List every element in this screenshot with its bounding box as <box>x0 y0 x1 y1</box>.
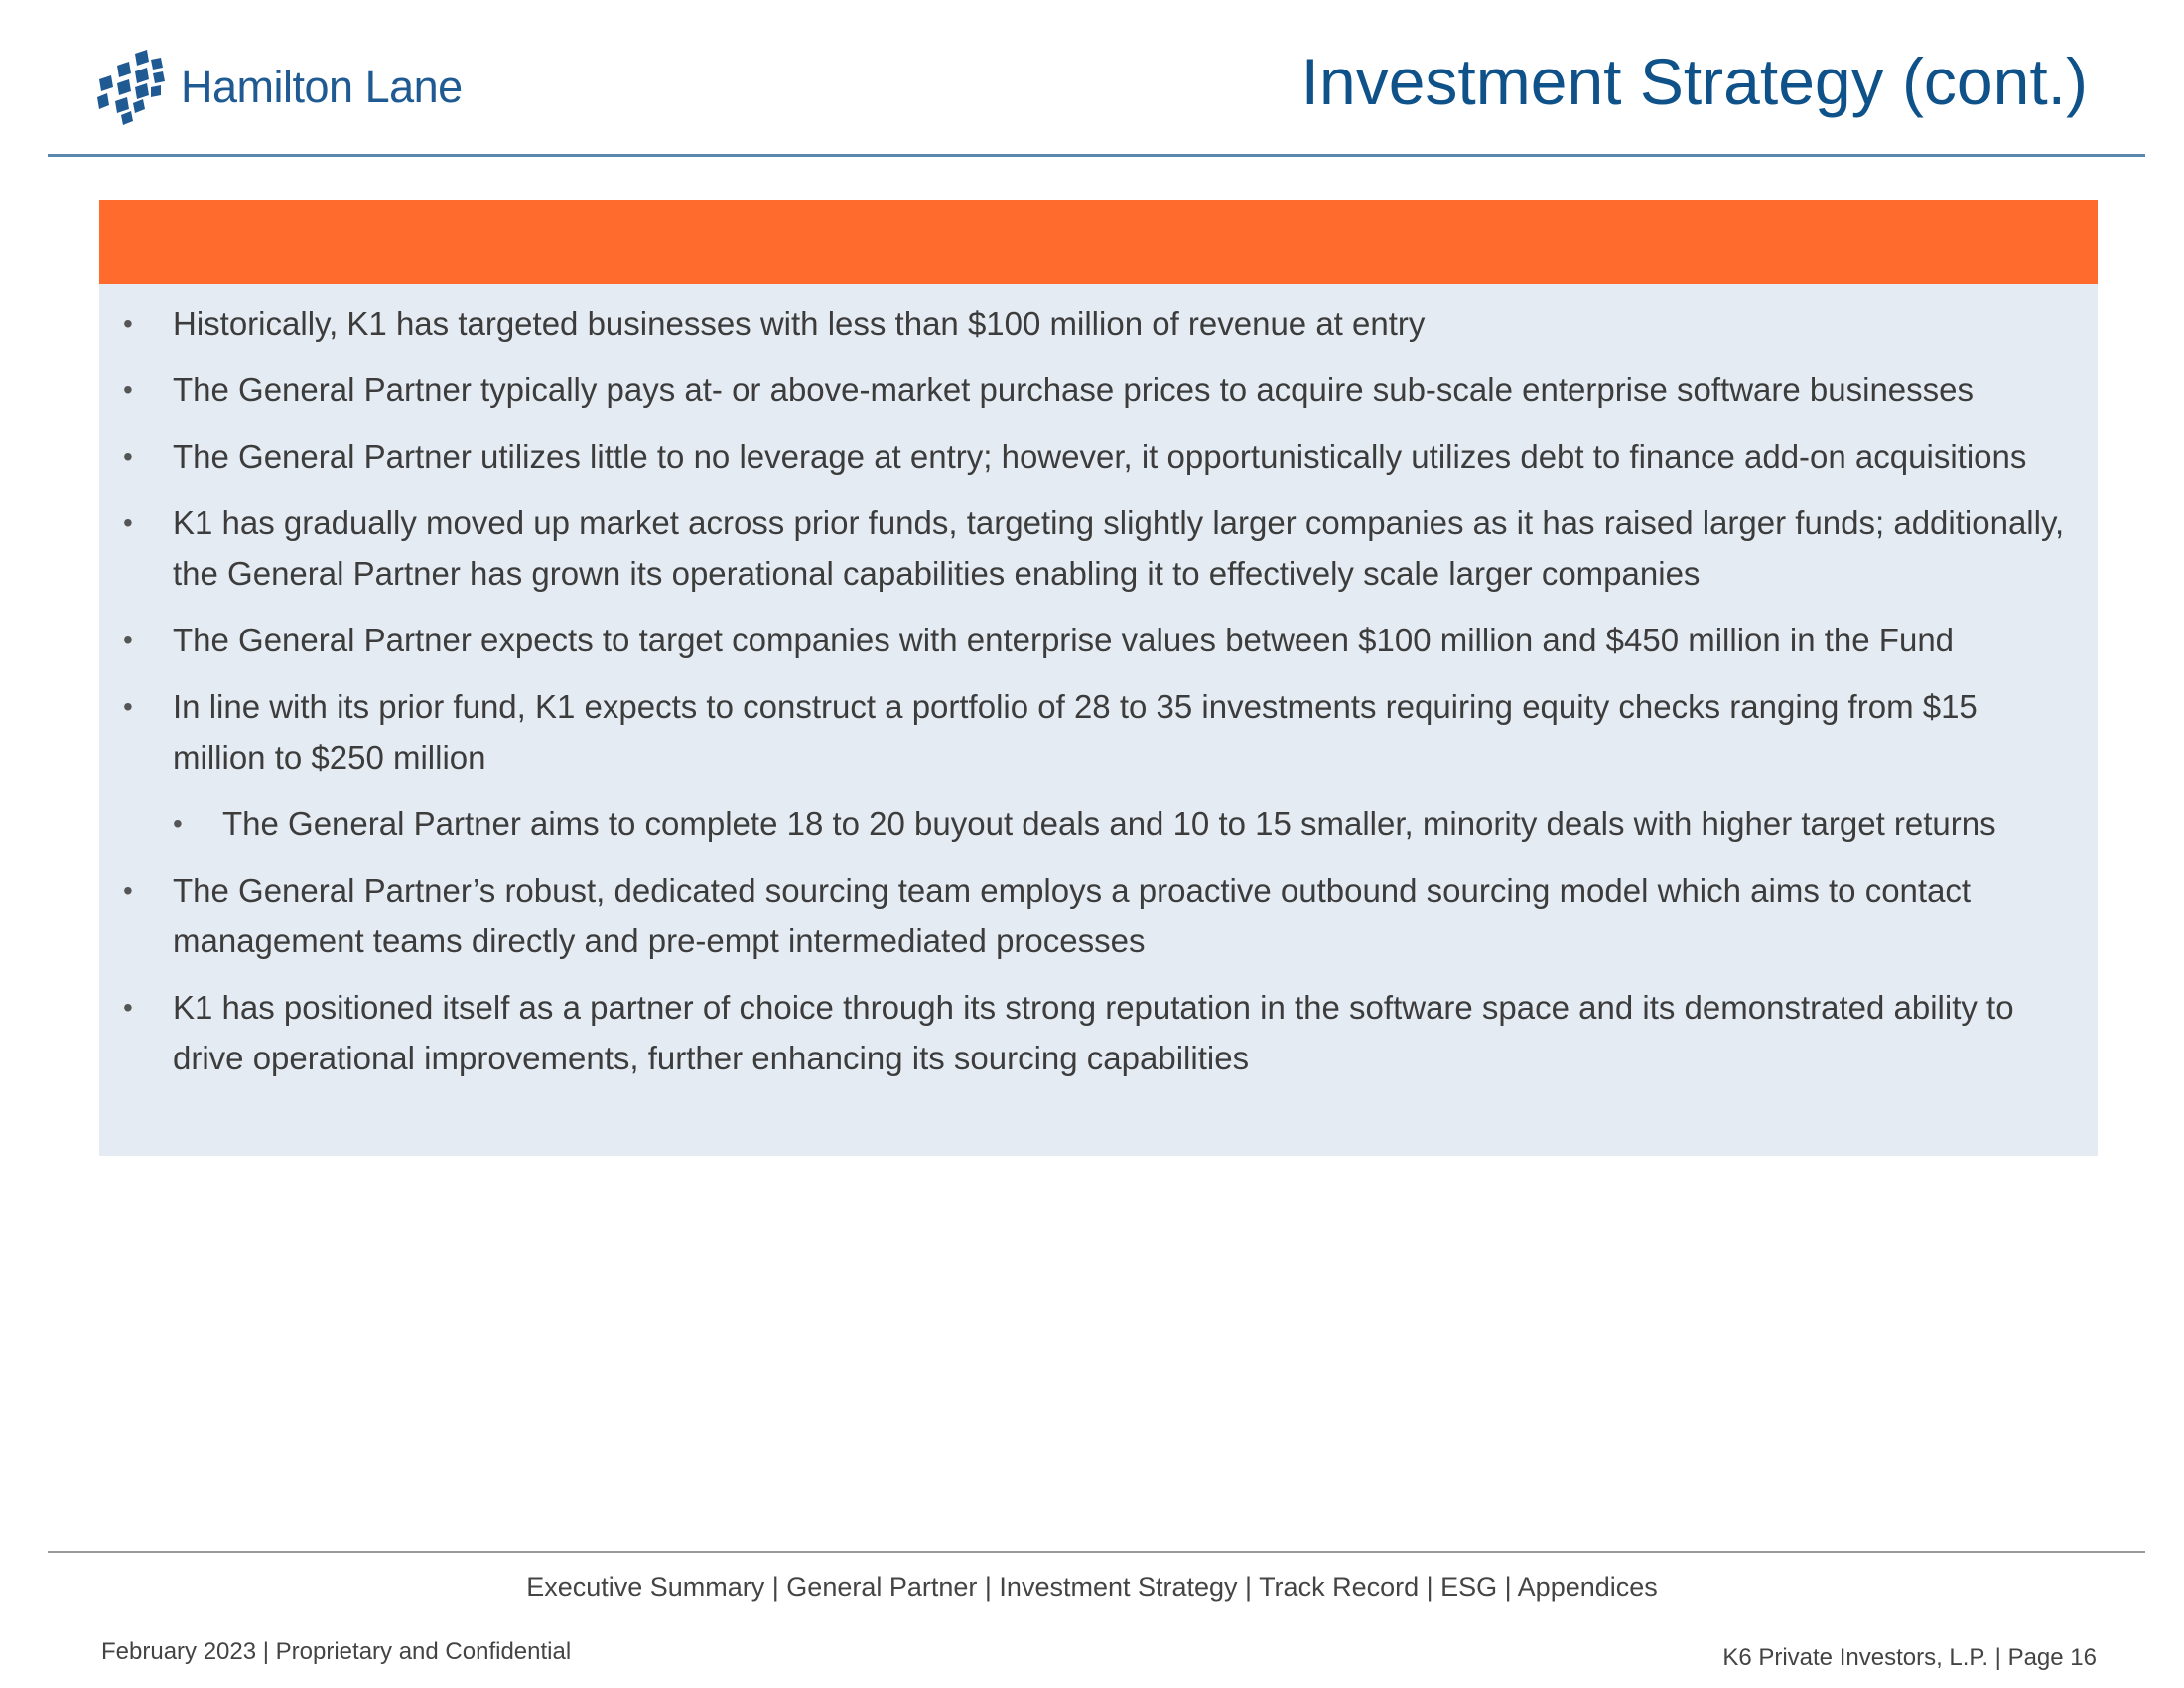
footer-page-number: K6 Private Investors, L.P. | Page 16 <box>1722 1644 2097 1671</box>
section-header-bar <box>99 200 2098 284</box>
content-panel <box>99 284 2098 1156</box>
header-divider <box>48 154 2145 157</box>
bullet-item: • Historically, K1 has targeted businesses with less than $100 million of revenue at entry <box>123 298 2068 349</box>
bullet-item: • The General Partner typically pays at- or above-market purchase prices to acquire sub-scale enterprise software businesses <box>123 364 2068 415</box>
bullet-list <box>123 298 2068 1083</box>
footer-navigation: Executive Summary | General Partner | Investment Strategy | Track Record | ESG | Appendices <box>526 1572 1658 1602</box>
page-title: Investment Strategy (cont.) <box>1300 45 2088 118</box>
hamilton-lane-logo <box>95 48 463 127</box>
hamilton-lane-logo-icon <box>95 50 167 125</box>
footer-date-confidential: February 2023 | Proprietary and Confidential <box>101 1638 572 1665</box>
bullet-item: • In line with its prior fund, K1 expects to construct a portfolio of 28 to 35 investments requiring equity checks ranging from $15 million to $250 million <box>123 681 2068 782</box>
footer-divider <box>48 1551 2145 1553</box>
bullet-item: • K1 has gradually moved up market across prior funds, targeting slightly larger companies as it has raised larger funds; additionally, the General Partner has grown its operational capabilities enabling it to effectively scale larger companies <box>123 497 2068 599</box>
bullet-item: • The General Partner expects to target companies with enterprise values between $100 million and $450 million in the Fund <box>123 615 2068 665</box>
logo-text: Hamilton Lane <box>181 62 463 112</box>
bullet-item: • The General Partner utilizes little to no leverage at entry; however, it opportunistically utilizes debt to finance add-on acquisitions <box>123 431 2068 482</box>
sub-bullet-item: • The General Partner aims to complete 18 to 20 buyout deals and 10 to 15 smaller, minority deals with higher target returns <box>173 798 2068 849</box>
bullet-item: • K1 has positioned itself as a partner of choice through its strong reputation in the software space and its demonstrated ability to drive operational improvements, further enhancing its sourcing capabilities <box>123 982 2068 1083</box>
bullet-item: • The General Partner’s robust, dedicated sourcing team employs a proactive outbound sourcing model which aims to contact management teams directly and pre-empt intermediated processes <box>123 865 2068 966</box>
